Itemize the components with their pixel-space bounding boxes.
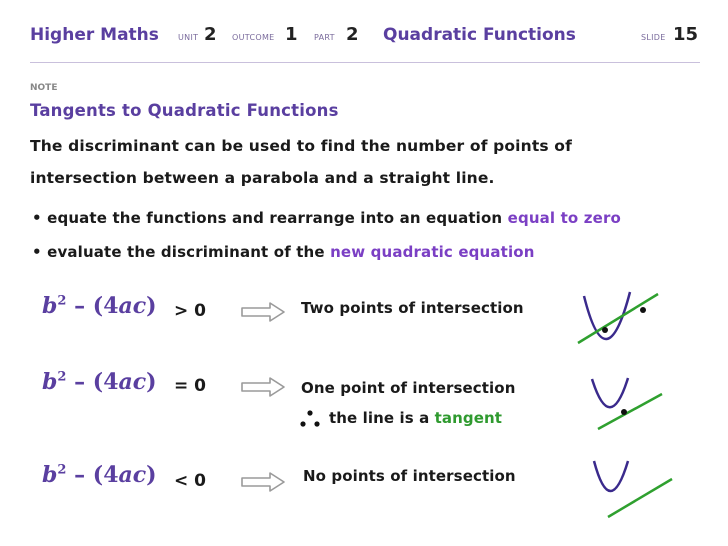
discriminant-formula: $b^2 - (4ac)$ [42, 369, 157, 395]
bullet-text: equate the functions and rearrange into an equation [47, 209, 508, 227]
intro-line-1: The discriminant can be used to find the number of points of [30, 137, 573, 155]
implies-arrow-icon [240, 471, 286, 493]
result-one-point: One point of intersection [301, 379, 516, 397]
note-label: NOTE [30, 83, 58, 93]
outcome-number: 1 [285, 24, 298, 45]
result-two-points: Two points of intersection [301, 299, 524, 317]
unit-number: 2 [204, 24, 217, 45]
relation-greater: > 0 [174, 301, 206, 321]
course-title: Higher Maths [30, 25, 159, 45]
tangent-statement: the line is a tangent [329, 409, 503, 427]
part-number: 2 [346, 24, 359, 45]
outcome-label: OUTCOME [232, 33, 275, 42]
slide-number: 15 [673, 24, 699, 45]
discriminant-formula: $b^2 - (4ac)$ [42, 293, 157, 319]
header-divider [30, 62, 700, 63]
therefore-icon [299, 408, 321, 430]
bullet-highlight: new quadratic equation [330, 243, 535, 261]
section-title: Tangents to Quadratic Functions [30, 101, 339, 120]
implies-arrow-icon [240, 376, 286, 398]
implies-arrow-icon [240, 301, 286, 323]
discriminant-formula: $b^2 - (4ac)$ [42, 462, 157, 488]
bullet-item [32, 243, 535, 261]
relation-less: < 0 [174, 471, 206, 491]
unit-label: UNIT [178, 33, 199, 42]
bullet-highlight: equal to zero [507, 209, 621, 227]
bullet-item [32, 209, 621, 227]
parabola-two-intersections-icon [566, 286, 662, 348]
intro-line-2: intersection between a parabola and a straight line. [30, 169, 495, 187]
bullet-dot: • [32, 209, 42, 227]
bullet-dot: • [32, 243, 42, 261]
topic-title: Quadratic Functions [383, 25, 576, 45]
bullet-text: evaluate the discriminant of the [47, 243, 331, 261]
parabola-tangent-icon [584, 374, 668, 436]
parabola-no-intersection-icon [588, 455, 678, 521]
part-label: PART [314, 33, 335, 42]
relation-equal: = 0 [174, 376, 206, 396]
slide-label: SLIDE [641, 33, 666, 42]
result-no-points: No points of intersection [303, 467, 516, 485]
tangent-highlight: tangent [434, 409, 503, 427]
